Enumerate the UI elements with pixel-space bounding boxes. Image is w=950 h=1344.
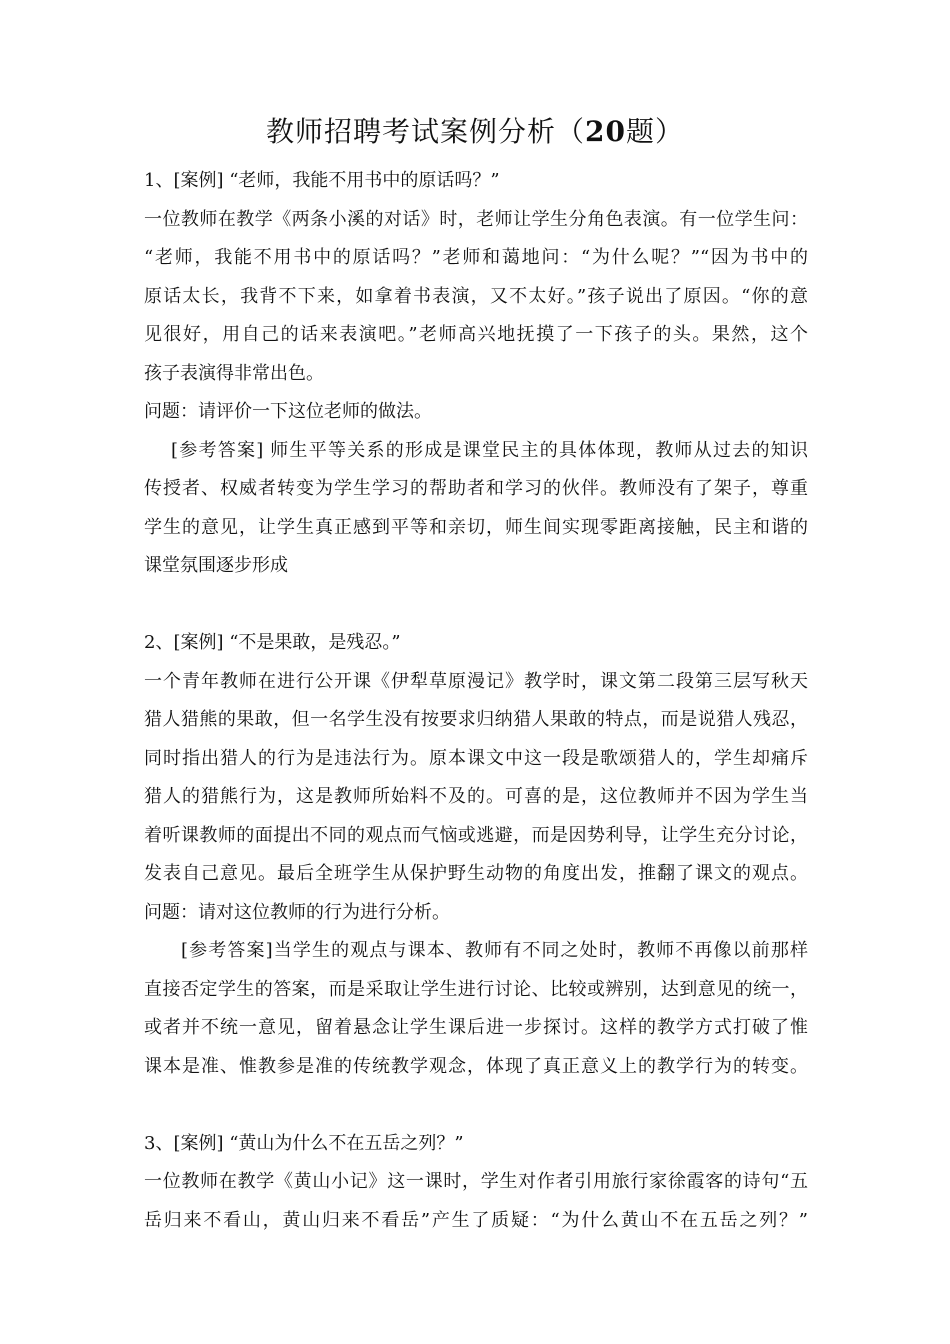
case-body-line: 猎人的猎熊行为，这是教师所始料不及的。可喜的是，这位教师并不因为学生当 [144, 786, 808, 807]
case-body-line: 同时指出猎人的行为是违法行为。原本课文中这一段是歌颂猎人的，学生却痛斥 [144, 747, 808, 769]
answer-line: 传授者、权威者转变为学生学习的帮助者和学习的伙伴。教师没有了架子，尊重 [144, 478, 808, 499]
case-body-line: 猎人猎熊的果敢，但一名学生没有按要求归纳猎人果敢的特点，而是说猎人残忍， [144, 709, 808, 730]
case-body-line: 岳归来不看山，黄山归来不看岳”产生了质疑：“为什么黄山不在五岳之列？” [144, 1209, 808, 1231]
case-heading: 2、[案例] “不是果敢，是残忍。” [144, 632, 401, 653]
answer-line: [参考答案] 师生平等关系的形成是课堂民主的具体体现，教师从过去的知识 [171, 439, 808, 461]
answer-line: 课本是准、惟教参是准的传统教学观念，体现了真正意义上的教学行为的转变。 [144, 1055, 808, 1077]
case-body-line: 一位教师在教学《两条小溪的对话》时，老师让学生分角色表演。有一位学生问： [144, 208, 808, 230]
case-body-line: 孩子表演得非常出色。 [144, 362, 324, 384]
case-2 [144, 624, 808, 1125]
spacer [144, 586, 808, 625]
case-heading: 1、[案例] “老师，我能不用书中的原话吗？” [144, 170, 500, 191]
title-text: 教师招聘考试案例分析（ [266, 115, 586, 148]
answer-line: 或者并不统一意见，留着悬念让学生课后进一步探讨。这样的教学方式打破了惟 [144, 1017, 808, 1038]
case-heading: 3、[案例] “黄山为什么不在五岳之列？” [144, 1132, 464, 1154]
case-3 [144, 1125, 808, 1241]
case-body-line: 着听课教师的面提出不同的观点而气恼或逃避，而是因势利导，让学生充分讨论， [144, 824, 808, 846]
case-question: 问题：请对这位教师的行为进行分析。 [144, 901, 450, 923]
case-body-line: 一位教师在教学《黄山小记》这一课时，学生对作者引用旅行家徐霞客的诗句“五 [144, 1171, 808, 1192]
document-body [144, 162, 808, 1240]
answer-line: 直接否定学生的答案，而是采取让学生进行讨论、比较或辨别，达到意见的统一， [144, 978, 808, 1000]
case-1 [144, 162, 808, 624]
title-number: 20 [585, 115, 626, 148]
document-title [0, 112, 950, 152]
answer-line: 课堂氛围逐步形成 [144, 555, 288, 576]
case-body-line: 发表自己意见。最后全班学生从保护野生动物的角度出发，推翻了课文的观点。 [144, 863, 808, 884]
answer-line: [参考答案]当学生的观点与课本、教师有不同之处时，教师不再像以前那样 [181, 940, 808, 961]
case-body-line: “老师，我能不用书中的原话吗？”老师和蔼地问：“为什么呢？”“因为书中的 [144, 247, 808, 268]
case-body-line: 原话太长，我背不下来，如拿着书表演，又不太好。”孩子说出了原因。“你的意 [144, 285, 808, 307]
answer-line: 学生的意见，让学生真正感到平等和亲切，师生间实现零距离接触，民主和谐的 [144, 516, 808, 538]
title-suffix: 题） [625, 115, 684, 148]
case-body-line: 见很好，用自己的话来表演吧。”老师高兴地抚摸了一下孩子的头。果然，这个 [144, 324, 808, 345]
spacer [144, 1086, 808, 1125]
case-body-line: 一个青年教师在进行公开课《伊犁草原漫记》教学时，课文第二段第三层写秋天 [144, 670, 808, 692]
case-question: 问题：请评价一下这位老师的做法。 [144, 401, 432, 422]
